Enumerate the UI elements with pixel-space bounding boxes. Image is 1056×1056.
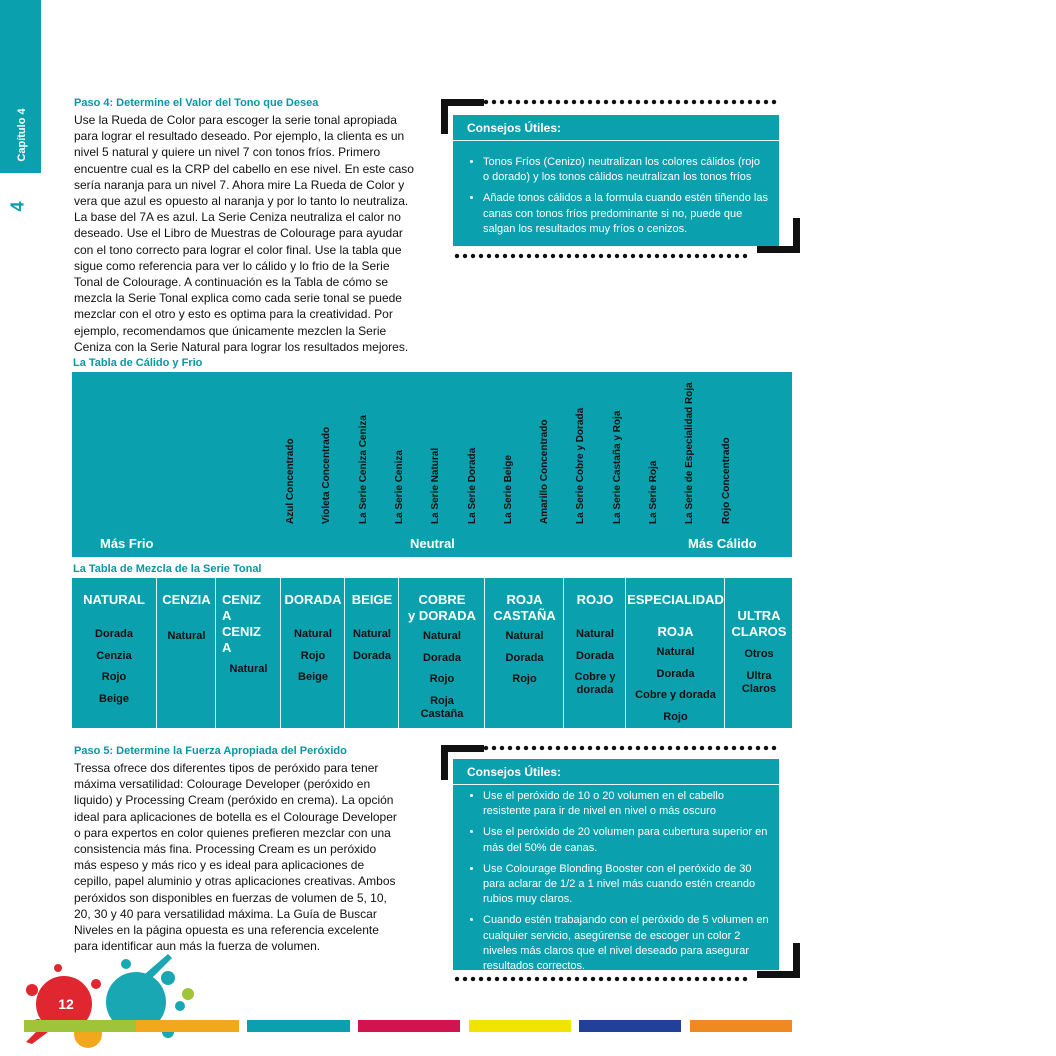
series-label-text: Rojo Concentrado xyxy=(720,437,732,524)
mezcla-column-header xyxy=(345,592,399,608)
mezcla-column xyxy=(280,578,345,728)
header-line: CENZIA xyxy=(162,592,211,607)
mezcla-item: Ultra Claros xyxy=(741,669,777,695)
series-label xyxy=(320,364,334,524)
mas-frio-label: Más Frio xyxy=(100,536,154,551)
mezcla-item: Roja Castaña xyxy=(420,694,464,720)
mezcla-item: Cobre y dorada xyxy=(635,689,716,701)
color-bar-crimson xyxy=(358,1020,460,1032)
tips-title: Consejos Útiles: xyxy=(467,765,562,779)
tip-item: • Use Colourage Blonding Booster con el peróxido de 30 para aclarar de 1/2 a 1 nivel más cuando estén creando rubios muy claros. xyxy=(483,862,769,908)
step5-line: 20, 30 y 40 para versatilidad máxima. La Guía de Buscar xyxy=(74,906,377,921)
mezcla-items xyxy=(345,628,399,671)
dotted-border-top xyxy=(482,745,778,751)
tip-item: • Use el peróxido de 20 volumen para cubertura superior en más del 50% de canas. xyxy=(483,825,769,855)
mezcla-items xyxy=(485,630,564,695)
step4-line: Use la Rueda de Color para escoger la serie tonal apropiada xyxy=(74,113,397,127)
series-label-text: La Serie Dorada xyxy=(466,447,478,524)
corner-bracket xyxy=(757,943,800,978)
mezcla-column xyxy=(398,578,485,728)
mezcla-column-header xyxy=(564,592,626,608)
series-label xyxy=(683,364,697,524)
tip-item: • Cuando estén trabajando con el peróxido de 5 volumen en cualquier servicio, asegúrense de escoger un color 2 niveles más claros que el nivel deseado para asegurar resultados correctos. xyxy=(483,913,769,974)
mezcla-item: Beige xyxy=(298,671,328,683)
color-bar-blue xyxy=(579,1020,681,1032)
tip-item: • Tonos Fríos (Cenizo) neutralizan los colores cálidos (rojo o dorado) y los tonos cálidos neutralizan los tonos fríos xyxy=(483,155,769,185)
mezcla-item: Rojo xyxy=(663,710,688,723)
mezcla-column-header xyxy=(485,592,564,624)
mezcla-item: Cenzia xyxy=(96,649,132,662)
mezcla-column-header xyxy=(281,592,345,608)
series-label-text: La Serie de Especialidad Roja xyxy=(684,382,696,524)
header-line xyxy=(626,608,725,624)
mezcla-item: Dorada xyxy=(353,649,391,662)
mezcla-items xyxy=(72,628,156,714)
corner-bracket xyxy=(757,218,800,253)
header-line: y DORADA xyxy=(408,608,476,623)
step4-body xyxy=(74,112,419,355)
series-label-text: La Serie Ceniza Ceniza xyxy=(357,415,369,524)
step4-line: La base del 7A es azul. La Serie Ceniza neutraliza el calor no xyxy=(74,210,401,225)
step4-line: deseado. Use el Libro de Muestras de Colourage para ayudar xyxy=(74,226,403,241)
dotted-border-top xyxy=(482,99,778,105)
tips-list xyxy=(467,789,769,980)
step5-line: cepillo, papel aluminio y otras aplicaciones creativas. Ambos xyxy=(74,874,396,889)
header-line: ROJO xyxy=(576,592,614,607)
mezcla-item: Natural xyxy=(353,628,391,640)
series-label xyxy=(284,364,298,524)
tips-box-1 xyxy=(453,115,779,246)
header-line: NATURAL xyxy=(83,592,145,607)
color-bar-orange xyxy=(136,1020,239,1032)
tips-header xyxy=(453,759,779,785)
step4-line: mezclar con el otro y esto es optima para la creatividad. Por xyxy=(74,307,393,322)
mezcla-items xyxy=(281,628,345,693)
paint-splash-icon xyxy=(18,950,198,1050)
calido-table-title: La Tabla de Cálido y Frio xyxy=(73,357,203,369)
mezcla-item: Dorada xyxy=(656,667,695,680)
mezcla-column-header xyxy=(725,592,793,640)
mezcla-column-header xyxy=(222,592,281,656)
header-line: CENIZ xyxy=(222,592,261,607)
series-label-text: Violeta Concentrado xyxy=(321,426,333,524)
step5-line: ideal para aplicaciones de botella es el Colourage Developer xyxy=(74,809,397,824)
chapter-number: 4 xyxy=(7,201,28,212)
page-number: 12 xyxy=(58,996,74,1012)
step5-line: para identificar aun más la fuerza de volumen. xyxy=(74,939,321,954)
mezcla-table-title: La Tabla de Mezcla de la Serie Tonal xyxy=(73,563,262,575)
color-bar-green xyxy=(24,1020,136,1032)
mezcla-items xyxy=(564,628,626,706)
mezcla-column xyxy=(72,578,156,728)
mezcla-item: Natural xyxy=(576,628,614,640)
mezcla-item: Natural xyxy=(294,628,332,640)
mezcla-column xyxy=(215,578,281,728)
step4-line: sigue como referencia para ver lo cálido y lo frio de la Serie xyxy=(74,258,390,273)
mezcla-item: Natural xyxy=(423,630,461,642)
mezcla-item: Dorada xyxy=(576,649,614,662)
series-label-text: La Serie Cobre y Dorada xyxy=(575,407,587,524)
step4-line: para lograr el resultado deseado. Por ejemplo, la clienta es un xyxy=(74,129,405,144)
dotted-border-bottom xyxy=(453,976,749,982)
mezcla-column xyxy=(156,578,216,728)
tip-item: • Añade tonos cálidos a la formula cuando estén tiñendo las canas con tonos fríos predominante si no, puede que salgan los resultados muy fríos o cenizos. xyxy=(483,191,769,237)
mezcla-item: Beige xyxy=(99,692,129,705)
series-label-text: La Serie Castaña y Roja xyxy=(611,410,623,524)
mezcla-column-header xyxy=(157,592,216,608)
mezcla-column xyxy=(344,578,399,728)
mezcla-items xyxy=(399,630,485,729)
header-line: BEIGE xyxy=(351,592,393,607)
mezcla-items xyxy=(626,646,725,732)
series-label xyxy=(611,364,625,524)
series-label xyxy=(429,364,443,524)
mezcla-item: Rojo xyxy=(101,671,127,683)
series-label-text: Amarillo Concentrado xyxy=(539,419,551,524)
mas-calido-label: Más Cálido xyxy=(688,536,757,551)
mezcla-item: Natural xyxy=(167,630,206,642)
mezcla-items xyxy=(216,663,281,685)
step5-line: consistencia más fina. Processing Cream es un peróxido xyxy=(74,842,377,857)
mezcla-item: Rojo xyxy=(512,673,537,685)
series-label-text: La Serie Roja xyxy=(648,460,659,524)
step4-line: Ceniza con la Serie Natural para lograr los resultados mejores. xyxy=(74,339,409,354)
header-line: CENIZ xyxy=(222,624,261,639)
step4-line: sería naranja para un nivel 7. Ahora mire La Rueda de Color y xyxy=(74,177,405,192)
series-label xyxy=(466,364,480,524)
mezcla-item: Dorada xyxy=(505,651,544,664)
mezcla-item: Rojo xyxy=(429,673,455,685)
mezcla-item: Dorada xyxy=(95,628,133,640)
header-line: CASTAÑA xyxy=(493,608,556,623)
mezcla-column xyxy=(484,578,564,728)
mezcla-item: Otros xyxy=(744,648,774,660)
series-label xyxy=(357,364,371,524)
step5-line: liquido) y Processing Cream (peróxido en crema). La opción xyxy=(74,793,394,808)
series-label xyxy=(720,364,734,524)
series-label xyxy=(574,364,588,524)
dotted-border-bottom xyxy=(453,253,749,259)
mezcla-column-header xyxy=(399,592,485,624)
step5-line: máxima versatilidad: Colourage Developer (peróxido en xyxy=(74,777,371,792)
tips-header xyxy=(453,115,779,141)
header-line: ROJA xyxy=(506,592,543,607)
tips-box-2 xyxy=(453,759,779,973)
step4-line: encuentre cual es la CRP del cabello en ese nivel. En este caso xyxy=(74,161,414,176)
tips-list xyxy=(467,155,769,243)
mezcla-item: Dorada xyxy=(423,651,461,664)
step4-line: nivel 5 natural y quiere un nivel 7 con tonos fríos. Primero xyxy=(74,145,381,160)
mezcla-table xyxy=(72,578,792,728)
header-line: DORADA xyxy=(284,592,342,607)
step5-title: Paso 5: Determine la Fuerza Apropiada del Peróxido xyxy=(74,745,347,757)
mezcla-item: Natural xyxy=(229,663,268,675)
step5-line: o para expertos en color quienes prefieren mezclar con una xyxy=(74,825,391,840)
mezcla-item: Rojo xyxy=(300,649,326,662)
series-label xyxy=(393,364,407,524)
step4-title: Paso 4: Determine el Valor del Tono que Desea xyxy=(74,97,319,109)
color-bar-amber xyxy=(690,1020,792,1032)
mezcla-item: Natural xyxy=(656,646,695,658)
step5-line: Niveles en la página opuesta es una referencia excelente xyxy=(74,923,379,938)
mezcla-items xyxy=(725,648,793,704)
step4-line: vera que azul es opuesto al naranja y por lo tanto lo neutraliza. xyxy=(74,194,409,209)
calido-frio-table xyxy=(72,372,792,557)
header-line: ESPECIALIDAD xyxy=(627,592,724,607)
color-bar-teal xyxy=(247,1020,350,1032)
step4-line: con el tono correcto para lograr el color final. Use la tabla que xyxy=(74,242,402,257)
header-line: A xyxy=(222,608,232,623)
header-line: ROJA xyxy=(657,624,694,639)
step5-body xyxy=(74,760,419,954)
series-label xyxy=(538,364,552,524)
header-line: A xyxy=(222,640,232,655)
tips-title: Consejos Útiles: xyxy=(467,121,562,135)
step5-line: peróxidos son disponibles en fuerzas de volumen de 5, 10, xyxy=(74,890,387,905)
series-label xyxy=(647,364,661,524)
series-label-text: La Serie Ceniza xyxy=(393,450,405,524)
step4-line: Tonal de Colourage. A continuación es la Tabla de cómo se xyxy=(74,275,388,290)
header-line: ULTRA xyxy=(737,608,781,623)
step4-line: ejemplo, recomendamos que únicamente mezclen la Serie xyxy=(74,323,387,338)
header-line: CLAROS xyxy=(731,624,787,639)
tip-item: • Use el peróxido de 10 o 20 volumen en el cabello resistente para ir de nivel en nivel o más oscuro xyxy=(483,789,769,819)
header-line: COBRE xyxy=(418,592,466,607)
mezcla-column-header xyxy=(626,592,725,640)
chapter-label: Capítulo 4 xyxy=(16,108,28,162)
mezcla-items xyxy=(157,630,216,652)
mezcla-column xyxy=(563,578,626,728)
series-label xyxy=(502,364,516,524)
series-label-text: La Serie Natural xyxy=(430,447,442,524)
color-bar-yellow xyxy=(469,1020,571,1032)
series-label-text: Azul Concentrado xyxy=(285,438,296,524)
header-line xyxy=(725,592,793,608)
mezcla-item: Cobre y dorada xyxy=(574,671,616,696)
step5-line: Tressa ofrece dos diferentes tipos de peróxido para tener xyxy=(74,761,379,775)
mezcla-column-header xyxy=(72,592,156,608)
step4-line: mezcla la Serie Tonal explica como cada serie tonal se puede xyxy=(74,291,402,306)
chapter-tab xyxy=(0,0,41,173)
step5-line: más espeso y más rico y es ideal para aplicaciones de xyxy=(74,858,365,873)
series-label-text: La Serie Beige xyxy=(502,455,514,524)
mezcla-column xyxy=(625,578,725,728)
neutral-label: Neutral xyxy=(410,536,455,551)
mezcla-item: Natural xyxy=(505,630,544,642)
mezcla-column xyxy=(724,578,793,728)
